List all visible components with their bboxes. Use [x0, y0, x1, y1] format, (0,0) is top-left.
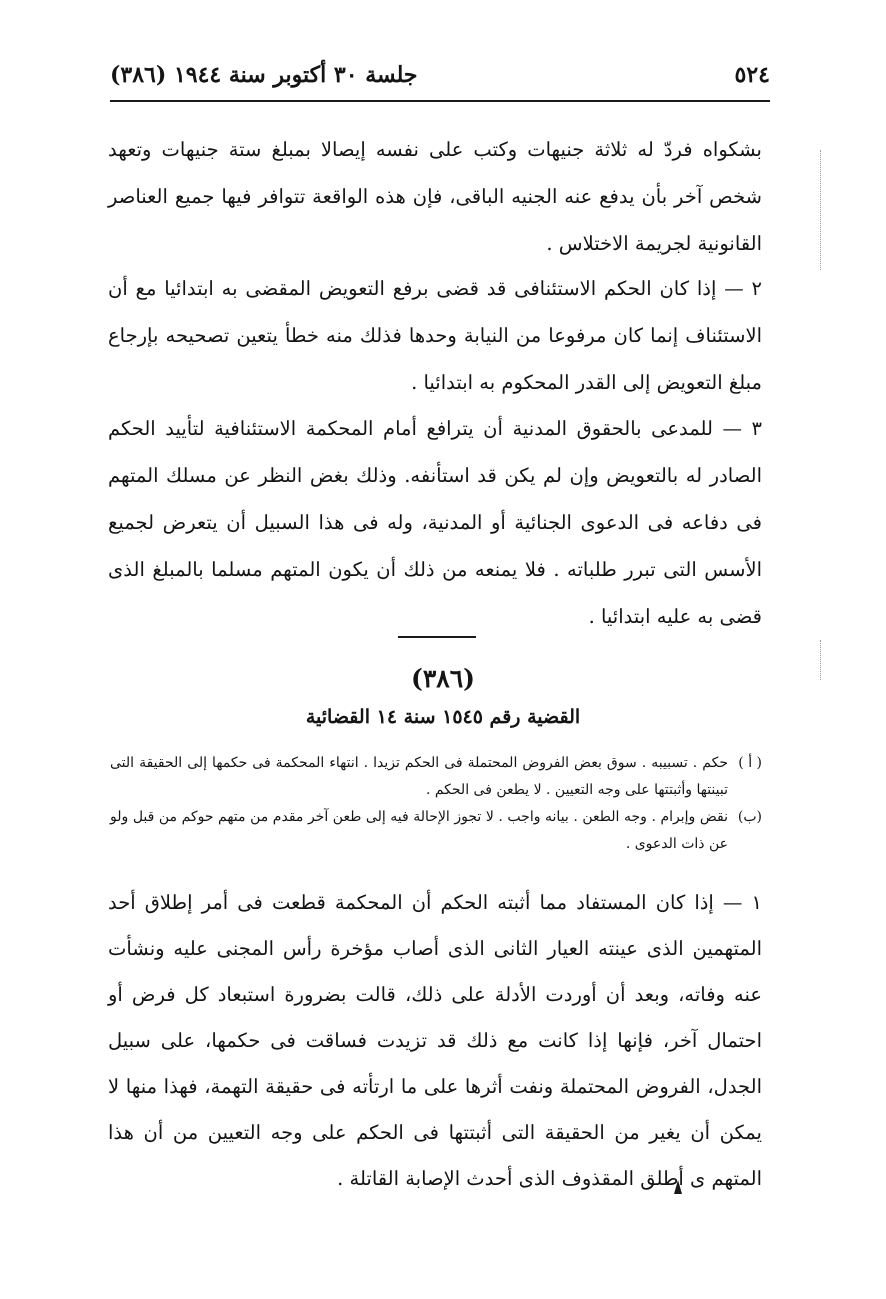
- section-separator: [398, 636, 476, 638]
- ruling-paragraph-3: ٣ — للمدعى بالحقوق المدنية أن يترافع أمام المحكمة الاستئنافية لتأييد الحكم الصادر له بالتعويض وإن لم يكن قد استأنفه. وذلك بغض النظر عن مسلك المتهم فى دفاعه فى الدعوى الجنائية أو المدنية، وله فى هذا السبيل أن يتعرض لجميع الأسس التى تبرر طلباته . فلا يمنعه من ذلك أن يكون المتهم مسلما بالمبلغ الذى قضى به عليه ابتدائيا .: [108, 417, 762, 628]
- case-subtitle: القضية رقم ١٥٤٥ سنة ١٤ القضائية: [305, 706, 581, 728]
- case-abstract: [110, 750, 762, 858]
- session-title: جلسة ٣٠ أكتوبر سنة ١٩٤٤ (٣٨٦): [110, 62, 418, 88]
- header-rule: [110, 100, 770, 102]
- abstract-mark-a: ( أ ): [738, 755, 762, 771]
- ruling-paragraph-1: ١ — إذا كان المستفاد مما أثبته الحكم أن المحكمة قطعت فى أمر إطلاق أحد المتهمين الذى عينته العيار الثانى الذى أصاب مؤخرة رأس المجنى عليه ونشأت عنه وفاته، وبعد أن أوردت الأدلة على ذلك، قالت بضرورة استبعاد كل فرض أو احتمال آخر، فإنها إذا كانت مع ذلك قد تزيدت فساقت فى حكمها، على سبيل الجدل، الفروض المحتملة ونفت أثرها على ما ارتأته فى حقيقة التهمة، فهذا منها لا يمكن أن يغير من الحقيقة التى أثبتتها فى الحكم على وجه التعيين من أن هذا المتهم ى أطلق المقذوف الذى أحدث الإصابة القاتلة .: [108, 891, 762, 1190]
- ruling-paragraph-2: ٢ — إذا كان الحكم الاستئنافى قد قضى برفع التعويض المقضى به ابتدائيا مع أن الاستئناف إنما كان مرفوعا من النيابة وحدها فذلك منه خطأ يتعين تصحيحه بإرجاع مبلغ التعويض إلى القدر المحكوم به ابتدائيا .: [108, 277, 762, 394]
- page-edge-mark: [820, 150, 821, 270]
- case-number: (٣٨٦): [411, 664, 475, 693]
- abstract-item-b: [110, 804, 762, 858]
- abstract-item-a: [110, 750, 762, 804]
- abstract-text-b: نقض وإبرام . وجه الطعن . بيانه واجب . لا تجوز الإحالة فيه إلى طعن آخر مقدم من متهم حوكم من قبل ولو عن ذات الدعوى .: [110, 809, 728, 852]
- page-header: [110, 58, 770, 98]
- pen-mark: [674, 1180, 682, 1194]
- page-edge-mark: [820, 640, 821, 680]
- page-number: ٥٢٤: [734, 62, 770, 88]
- continued-paragraph: بشكواه فردّ له ثلاثة جنيهات وكتب على نفسه إيصالا بمبلغ ستة جنيهات وتعهد شخص آخر بأن يدفع عنه الجنيه الباقى، فإن هذه الواقعة تتوافر فيها جميع العناصر القانونية لجريمة الاختلاس .: [108, 138, 762, 255]
- abstract-mark-b: (ب): [737, 809, 762, 825]
- abstract-text-a: حكم . تسبيبه . سوق بعض الفروض المحتملة فى الحكم تزيدا . انتهاء المحكمة فى حكمها إلى الحقيقة التى تبينتها وأثبتتها على وجه التعيين . لا يطعن فى الحكم .: [110, 755, 728, 798]
